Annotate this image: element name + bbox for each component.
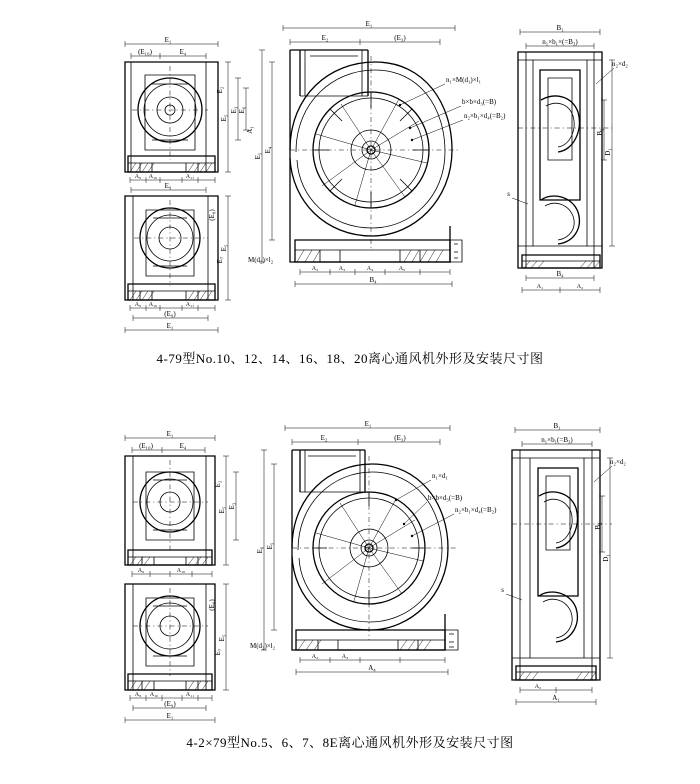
fig2-left-lower-view <box>125 584 229 723</box>
dim-label: E₇ <box>216 256 224 264</box>
dim-label: A₁₀ <box>148 174 158 180</box>
figure-1-caption: 4-79型No.10、12、14、16、18、20离心通风机外形及安装尺寸图 <box>156 351 544 366</box>
dim-label: A₂ <box>311 654 319 660</box>
figure-2-caption: 4-2×79型No.5、6、7、8E离心通风机外形及安装尺寸图 <box>186 735 514 750</box>
figure-2 <box>0 400 700 784</box>
dim-label: A₂ <box>311 266 319 272</box>
dim-label: E₂ <box>216 86 224 94</box>
dim-label: n₁×b₁(=B₃) <box>541 436 573 444</box>
dim-label: (E₁₀) <box>139 442 153 450</box>
dim-label: E₁ <box>365 20 373 28</box>
dim-label: A₂ <box>576 284 584 290</box>
callout-label: M(d₂)×l₂ <box>250 642 276 650</box>
dim-label: E₉ <box>164 182 172 190</box>
dim-label: (E₃) <box>394 34 406 42</box>
callout-label: n₁×M(d₁)×l₁ <box>446 76 482 84</box>
dim-label: A₉ <box>134 174 142 180</box>
dim-label: A₁ <box>552 694 560 702</box>
dim-label: D₁ <box>604 148 612 156</box>
callout-label: n₂×d₂ <box>610 458 626 466</box>
dim-label: A₄ <box>368 664 376 672</box>
dim-label: (E₁₀) <box>138 48 152 56</box>
callout-label: s <box>501 586 504 594</box>
dim-label: E₅ <box>218 506 226 514</box>
dim-label: A₁ <box>246 126 254 134</box>
dim-label: A₅ <box>398 266 406 272</box>
figure-1-drawing <box>0 0 700 380</box>
dim-label: A₁ <box>536 284 544 290</box>
figure-2-drawing <box>0 400 700 784</box>
dim-label: E₅ <box>254 152 262 160</box>
callout-label: b×b×d₃(=B) <box>428 494 463 502</box>
dim-label: B₁ <box>553 422 561 430</box>
dim-label: E₅ <box>220 244 228 252</box>
callout-label: n₂×d₂ <box>612 60 628 68</box>
dim-label: (E₈) <box>208 599 216 611</box>
callout-label: b×b×d₃(=B) <box>462 98 497 106</box>
dim-label: E₆ <box>238 106 246 114</box>
dim-label: A₃ <box>341 654 349 660</box>
dim-label: E₃ <box>228 502 236 510</box>
dim-label: A₁₁ <box>185 174 195 180</box>
dim-label: E₄ <box>179 442 187 450</box>
dim-label: A₁₀ <box>176 568 186 574</box>
dim-label: E₁ <box>166 430 174 438</box>
dim-label: A₉ <box>134 692 142 698</box>
fig1-plan-view <box>507 24 628 293</box>
dim-label: B₂ <box>596 128 604 136</box>
dim-label: E₇ <box>214 648 222 656</box>
dim-label: E₄ <box>264 146 272 154</box>
dim-label: E₃ <box>230 106 238 114</box>
fig2-plan-view <box>501 422 626 705</box>
dim-label: B₄ <box>369 276 377 284</box>
dim-label: (E₉) <box>164 310 176 318</box>
fig2-front-view <box>250 420 497 675</box>
dim-label: A₂ <box>534 684 542 690</box>
fig1-front-view <box>246 20 506 287</box>
dim-label: A₃ <box>338 266 346 272</box>
callout-label: n₂×b₁×d₄(=B₂) <box>464 112 506 120</box>
dim-label: E₅ <box>218 634 226 642</box>
dim-label: B₄ <box>556 270 564 278</box>
dim-label: E₂ <box>320 434 328 442</box>
dim-label: E₆ <box>256 546 264 554</box>
dim-label: A₁₁ <box>185 692 195 698</box>
dim-label: B₁ <box>556 24 564 32</box>
dim-label: A₁₀ <box>148 302 158 308</box>
dim-label: E₁ <box>166 322 174 330</box>
callout-label: s <box>507 190 510 198</box>
dim-label: A₁₀ <box>149 692 159 698</box>
dim-label: B₂ <box>594 522 602 530</box>
dim-label: A₄ <box>366 266 374 272</box>
dim-label: E₁ <box>164 36 172 44</box>
dim-label: (E₉) <box>164 700 176 708</box>
dim-label: n₁×b₁×(=B₃) <box>542 38 578 46</box>
dim-label: A₁₁ <box>185 302 195 308</box>
callout-label: M(d₂)×l₂ <box>248 256 274 264</box>
dim-label: E₅ <box>220 114 228 122</box>
dim-label: D₁ <box>602 554 610 562</box>
dim-label: E₁ <box>364 420 372 428</box>
fig2-left-upper-view <box>125 430 239 577</box>
dim-label: E₅ <box>266 542 274 550</box>
fig1-left-lower-view <box>125 196 231 333</box>
dim-label: E₂ <box>321 34 329 42</box>
fig1-left-upper-view <box>125 36 249 193</box>
dim-label: E₄ <box>179 48 187 56</box>
callout-label: n₁×d₁ <box>432 472 448 480</box>
dim-label: (E₃) <box>394 434 406 442</box>
dim-label: (E₈) <box>208 209 216 221</box>
dim-label: E₂ <box>214 480 222 488</box>
figure-1 <box>0 0 700 380</box>
dim-label: A₉ <box>137 568 145 574</box>
dim-label: E₁ <box>166 712 174 720</box>
callout-label: n₂×b₁×d₄(=B₂) <box>455 506 497 514</box>
dim-label: A₉ <box>134 302 142 308</box>
